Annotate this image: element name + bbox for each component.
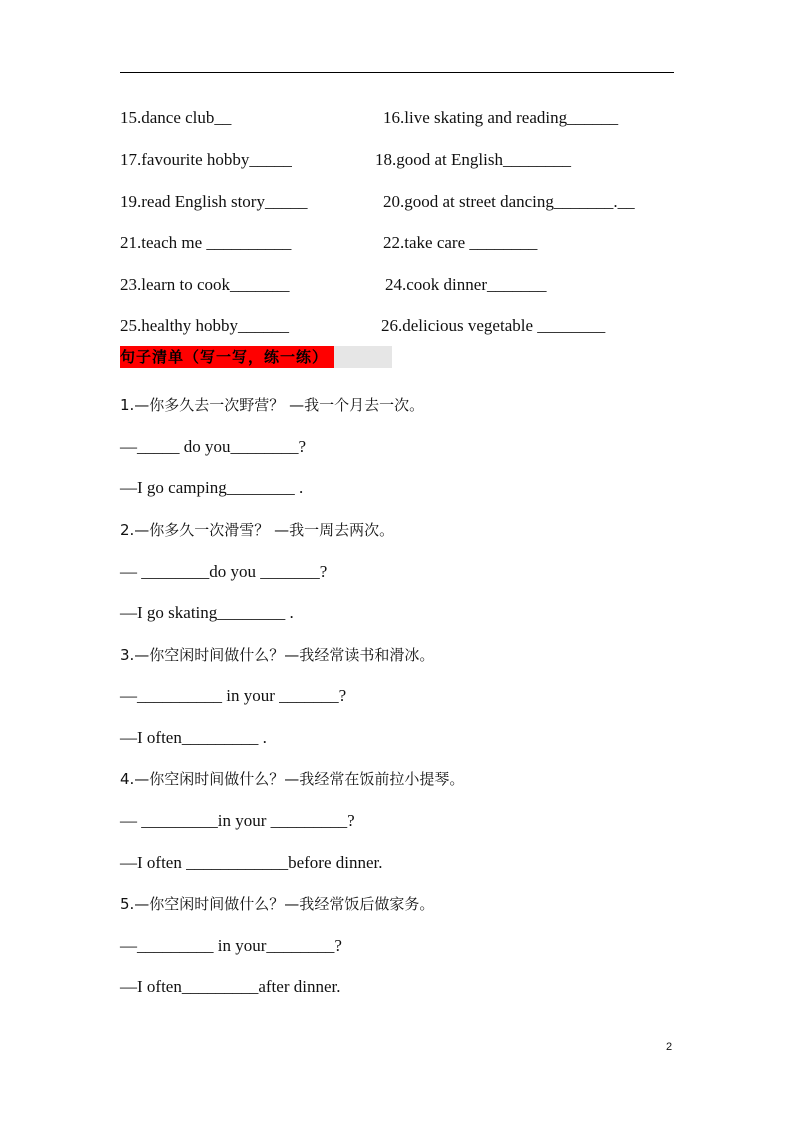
sentence-1-answer: —I go camping________ .: [120, 478, 304, 497]
sentence-2-answer: —I go skating________ .: [120, 603, 294, 622]
vocab-item-16: 16.live skating and reading______: [383, 108, 619, 127]
sentence-3-answer: —I often_________ .: [120, 728, 267, 747]
vocab-item-24: 24.cook dinner_______: [385, 275, 547, 294]
page-number: 2: [666, 1041, 673, 1053]
sentence-2-question: — ________do you _______?: [120, 562, 328, 581]
vocab-item-18: 18.good at English________: [375, 150, 571, 169]
sentence-1-prompt: 1.—你多久去一次野营？ —我一个月去一次。: [120, 396, 425, 414]
sentence-4-answer: —I often ____________before dinner.: [120, 853, 383, 872]
sentence-4-prompt: 4.—你空闲时间做什么？—我经常在饭前拉小提琴。: [120, 770, 465, 788]
vocab-item-25: 25.healthy hobby______: [120, 316, 290, 335]
sentence-5-answer: —I often_________after dinner.: [120, 977, 341, 996]
sentence-4-question: — _________in your _________?: [120, 811, 355, 830]
vocab-item-21: 21.teach me __________: [120, 233, 292, 252]
vocab-item-23: 23.learn to cook_______: [120, 275, 290, 294]
sentence-2-prompt: 2.—你多久一次滑雪？ —我一周去两次。: [120, 521, 395, 539]
sentence-5-question: —_________ in your________?: [120, 936, 342, 955]
vocab-item-17: 17.favourite hobby_____: [120, 150, 292, 169]
sentence-3-question: —__________ in your _______?: [120, 686, 347, 705]
vocab-item-26: 26.delicious vegetable ________: [381, 316, 606, 335]
vocab-item-19: 19.read English story_____: [120, 192, 308, 211]
sentence-5-prompt: 5.—你空闲时间做什么？—我经常饭后做家务。: [120, 895, 435, 913]
section-heading-bar: [120, 346, 392, 368]
vocab-item-22: 22.take care ________: [383, 233, 538, 252]
section-heading: 句子清单（写一写，练一练）: [120, 346, 334, 368]
sentence-3-prompt: 3.—你空闲时间做什么？—我经常读书和滑冰。: [120, 646, 435, 664]
vocab-item-20: 20.good at street dancing_______.__: [383, 192, 635, 211]
vocab-item-15: 15.dance club__: [120, 108, 232, 127]
header-rule: [120, 72, 674, 73]
sentence-1-question: —_____ do you________?: [120, 437, 307, 456]
